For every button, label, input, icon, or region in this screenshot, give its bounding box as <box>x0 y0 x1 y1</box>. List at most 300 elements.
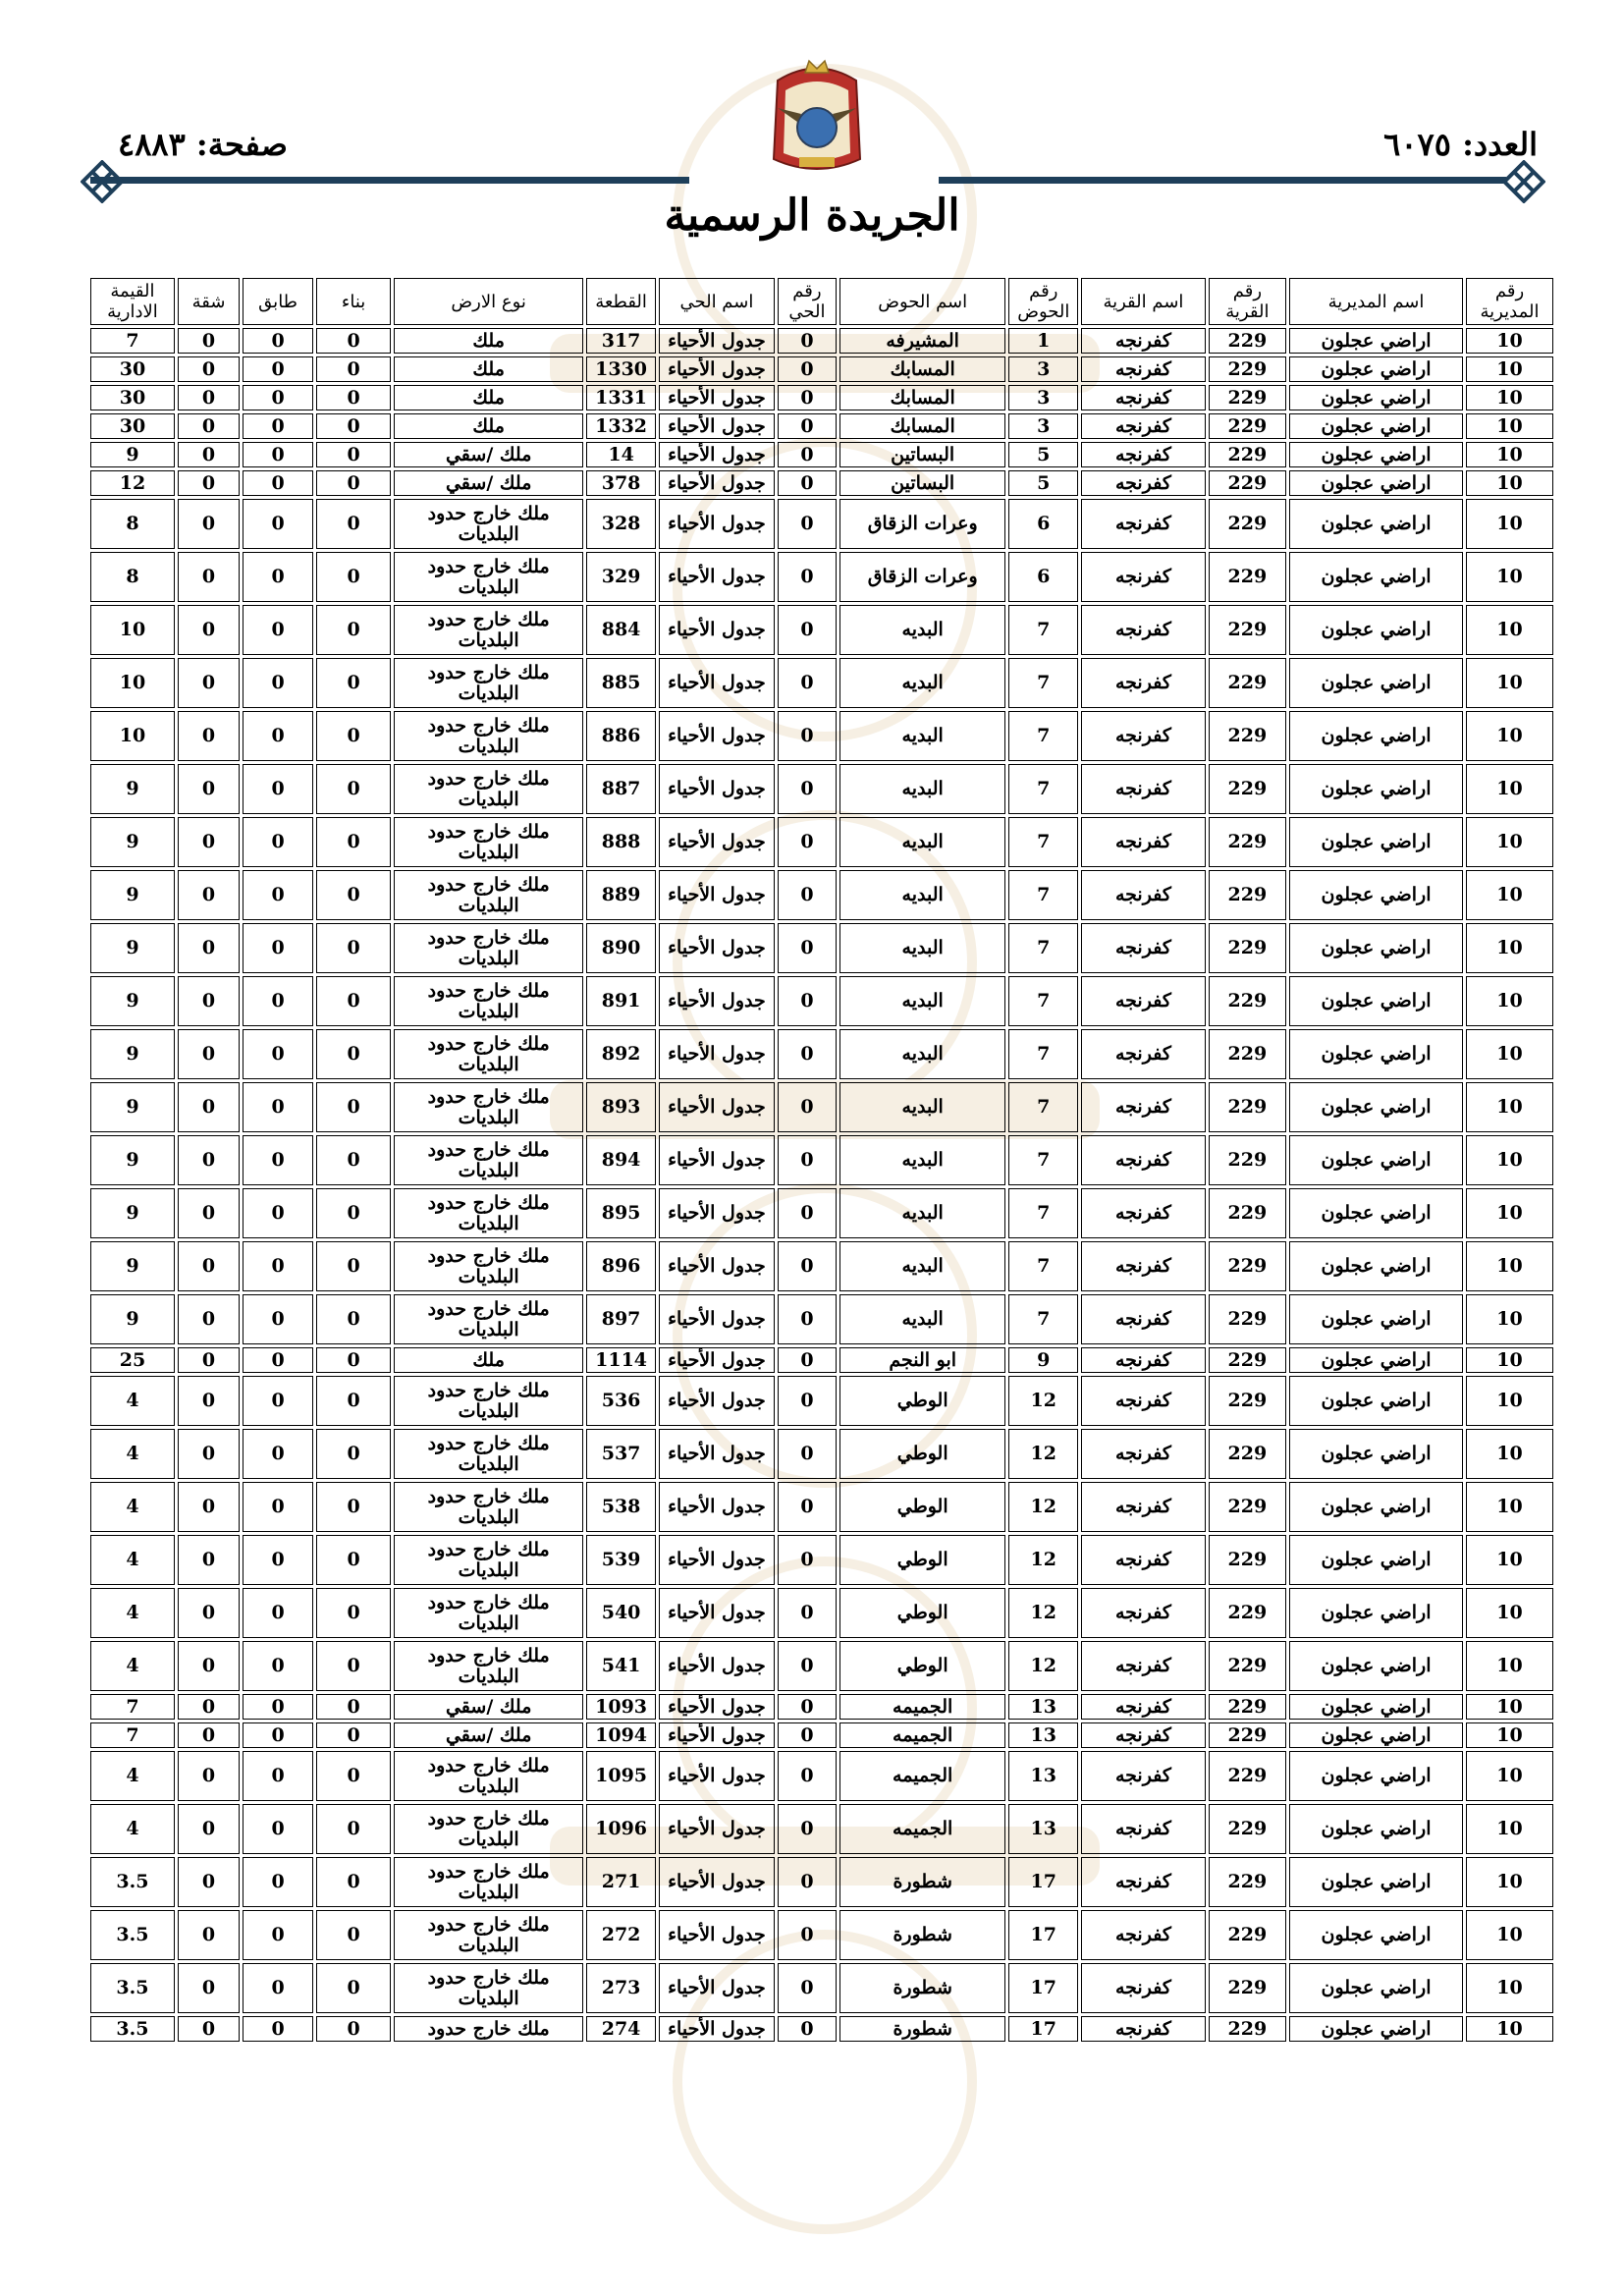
cell-quarter-name: جدول الأحياء <box>659 385 775 410</box>
cell-building: 0 <box>316 923 391 973</box>
cell-building: 0 <box>316 711 391 761</box>
cell-directorate-number: 10 <box>1466 470 1553 496</box>
cell-directorate-number: 10 <box>1466 1135 1553 1185</box>
cell-basin-number: 7 <box>1008 976 1078 1026</box>
cell-parcel-number: 888 <box>586 817 656 867</box>
cell-parcel-number: 1093 <box>586 1694 656 1720</box>
cell-village-number: 229 <box>1209 1963 1286 2013</box>
header-basin-number: رقم الحوض <box>1008 278 1078 325</box>
table-row <box>90 1082 1553 1132</box>
cell-administrative-value: 4 <box>90 1804 175 1854</box>
cell-basin-number: 7 <box>1008 1188 1078 1238</box>
cell-village-number: 229 <box>1209 1347 1286 1373</box>
cell-administrative-value: 9 <box>90 923 175 973</box>
cell-village-number: 229 <box>1209 923 1286 973</box>
cell-floor: 0 <box>243 1188 313 1238</box>
cell-building: 0 <box>316 442 391 467</box>
table-row <box>90 1241 1553 1291</box>
cell-village-name: كفرنجه <box>1081 1188 1206 1238</box>
cell-quarter-number: 0 <box>778 1963 837 2013</box>
table-header-row <box>90 278 1553 325</box>
cell-directorate-name: اراضي عجلون <box>1289 1804 1463 1854</box>
cell-land-type: ملك خارج حدود <box>394 2016 583 2042</box>
cell-directorate-number: 10 <box>1466 1082 1553 1132</box>
land-values-table <box>87 275 1556 2045</box>
cell-administrative-value: 4 <box>90 1429 175 1479</box>
cell-village-number: 229 <box>1209 658 1286 708</box>
cell-quarter-name: جدول الأحياء <box>659 356 775 382</box>
cell-parcel-number: 884 <box>586 605 656 655</box>
cell-quarter-number: 0 <box>778 1641 837 1691</box>
cell-quarter-name: جدول الأحياء <box>659 1804 775 1854</box>
cell-basin-name: البديه <box>839 817 1005 867</box>
cell-land-type: ملك /سقي <box>394 470 583 496</box>
cell-quarter-name: جدول الأحياء <box>659 1241 775 1291</box>
cell-parcel-number: 1114 <box>586 1347 656 1373</box>
cell-basin-name: الوطي <box>839 1376 1005 1426</box>
cell-basin-number: 7 <box>1008 1135 1078 1185</box>
cell-quarter-number: 0 <box>778 817 837 867</box>
cell-quarter-number: 0 <box>778 2016 837 2042</box>
cell-building: 0 <box>316 1241 391 1291</box>
cell-apartment: 0 <box>178 1135 240 1185</box>
cell-directorate-number: 10 <box>1466 658 1553 708</box>
cell-directorate-number: 10 <box>1466 870 1553 920</box>
cell-village-name: كفرنجه <box>1081 328 1206 354</box>
cell-basin-name: الوطي <box>839 1482 1005 1532</box>
cell-basin-number: 7 <box>1008 1082 1078 1132</box>
cell-parcel-number: 540 <box>586 1588 656 1638</box>
cell-village-number: 229 <box>1209 817 1286 867</box>
cell-administrative-value: 9 <box>90 1188 175 1238</box>
cell-village-number: 229 <box>1209 1429 1286 1479</box>
cell-village-name: كفرنجه <box>1081 1082 1206 1132</box>
cell-land-type: ملك خارج حدود البلديات <box>394 1241 583 1291</box>
cell-basin-number: 17 <box>1008 1857 1078 1907</box>
cell-building: 0 <box>316 605 391 655</box>
cell-quarter-number: 0 <box>778 923 837 973</box>
cell-apartment: 0 <box>178 976 240 1026</box>
cell-parcel-number: 378 <box>586 470 656 496</box>
cell-village-number: 229 <box>1209 764 1286 814</box>
cell-basin-number: 13 <box>1008 1722 1078 1748</box>
cell-building: 0 <box>316 658 391 708</box>
cell-building: 0 <box>316 976 391 1026</box>
cell-quarter-number: 0 <box>778 356 837 382</box>
cell-village-number: 229 <box>1209 552 1286 602</box>
cell-administrative-value: 10 <box>90 711 175 761</box>
cell-basin-name: المسابك <box>839 356 1005 382</box>
cell-basin-name: البديه <box>839 1294 1005 1344</box>
table-row <box>90 1376 1553 1426</box>
cell-floor: 0 <box>243 1376 313 1426</box>
cell-basin-number: 7 <box>1008 1029 1078 1079</box>
cell-basin-name: الوطي <box>839 1429 1005 1479</box>
table-row <box>90 1188 1553 1238</box>
cell-floor: 0 <box>243 658 313 708</box>
cell-directorate-number: 10 <box>1466 499 1553 549</box>
cell-basin-number: 13 <box>1008 1694 1078 1720</box>
cell-basin-name: البديه <box>839 923 1005 973</box>
cell-building: 0 <box>316 1029 391 1079</box>
table-row <box>90 442 1553 467</box>
cell-apartment: 0 <box>178 1910 240 1960</box>
cell-basin-name: وعرات الزقاق <box>839 499 1005 549</box>
cell-village-number: 229 <box>1209 1294 1286 1344</box>
table-row <box>90 552 1553 602</box>
cell-administrative-value: 9 <box>90 1135 175 1185</box>
table-row <box>90 385 1553 410</box>
cell-parcel-number: 1331 <box>586 385 656 410</box>
cell-basin-name: البساتين <box>839 470 1005 496</box>
cell-basin-name: شطورة <box>839 1963 1005 2013</box>
cell-village-name: كفرنجه <box>1081 817 1206 867</box>
cell-apartment: 0 <box>178 817 240 867</box>
cell-building: 0 <box>316 1535 391 1585</box>
cell-building: 0 <box>316 328 391 354</box>
cell-village-number: 229 <box>1209 605 1286 655</box>
cell-village-name: كفرنجه <box>1081 470 1206 496</box>
cell-quarter-number: 0 <box>778 1804 837 1854</box>
cell-parcel-number: 539 <box>586 1535 656 1585</box>
table-row <box>90 870 1553 920</box>
cell-quarter-name: جدول الأحياء <box>659 1135 775 1185</box>
cell-village-number: 229 <box>1209 413 1286 439</box>
cell-directorate-name: اراضي عجلون <box>1289 1588 1463 1638</box>
cell-directorate-number: 10 <box>1466 1804 1553 1854</box>
table-body <box>90 328 1553 2042</box>
cell-apartment: 0 <box>178 413 240 439</box>
cell-basin-number: 5 <box>1008 442 1078 467</box>
cell-parcel-number: 894 <box>586 1135 656 1185</box>
cell-land-type: ملك خارج حدود البلديات <box>394 1641 583 1691</box>
cell-village-name: كفرنجه <box>1081 356 1206 382</box>
cell-basin-number: 9 <box>1008 1347 1078 1373</box>
cell-land-type: ملك خارج حدود البلديات <box>394 1963 583 2013</box>
cell-apartment: 0 <box>178 356 240 382</box>
cell-basin-name: الوطي <box>839 1588 1005 1638</box>
cell-quarter-number: 0 <box>778 1029 837 1079</box>
cell-parcel-number: 893 <box>586 1082 656 1132</box>
cell-parcel-number: 897 <box>586 1294 656 1344</box>
cell-directorate-number: 10 <box>1466 1963 1553 2013</box>
header-village-number: رقم القرية <box>1209 278 1286 325</box>
cell-quarter-name: جدول الأحياء <box>659 1188 775 1238</box>
cell-administrative-value: 9 <box>90 764 175 814</box>
cell-quarter-name: جدول الأحياء <box>659 1347 775 1373</box>
cell-floor: 0 <box>243 1347 313 1373</box>
cell-basin-name: البديه <box>839 1029 1005 1079</box>
cell-apartment: 0 <box>178 1641 240 1691</box>
cell-quarter-number: 0 <box>778 764 837 814</box>
table-row <box>90 817 1553 867</box>
cell-directorate-name: اراضي عجلون <box>1289 1241 1463 1291</box>
coat-of-arms-icon <box>758 51 876 189</box>
cell-parcel-number: 889 <box>586 870 656 920</box>
cell-administrative-value: 9 <box>90 442 175 467</box>
cell-land-type: ملك خارج حدود البلديات <box>394 1910 583 1960</box>
cell-administrative-value: 8 <box>90 499 175 549</box>
cell-quarter-name: جدول الأحياء <box>659 1294 775 1344</box>
cell-directorate-number: 10 <box>1466 764 1553 814</box>
cell-apartment: 0 <box>178 1429 240 1479</box>
cell-basin-name: البديه <box>839 1135 1005 1185</box>
cell-basin-name: البديه <box>839 976 1005 1026</box>
table-row <box>90 1347 1553 1373</box>
cell-directorate-name: اراضي عجلون <box>1289 1029 1463 1079</box>
cell-basin-number: 12 <box>1008 1482 1078 1532</box>
header-directorate-number: رقم المديرية <box>1466 278 1553 325</box>
cell-land-type: ملك خارج حدود البلديات <box>394 1135 583 1185</box>
cell-directorate-number: 10 <box>1466 976 1553 1026</box>
cell-quarter-number: 0 <box>778 1376 837 1426</box>
cell-apartment: 0 <box>178 1722 240 1748</box>
cell-village-number: 229 <box>1209 328 1286 354</box>
cell-directorate-number: 10 <box>1466 356 1553 382</box>
cell-village-name: كفرنجه <box>1081 442 1206 467</box>
cell-apartment: 0 <box>178 605 240 655</box>
cell-directorate-number: 10 <box>1466 552 1553 602</box>
cell-building: 0 <box>316 1188 391 1238</box>
cell-village-number: 229 <box>1209 1188 1286 1238</box>
cell-quarter-number: 0 <box>778 385 837 410</box>
cell-basin-name: الجميمه <box>839 1722 1005 1748</box>
cell-quarter-number: 0 <box>778 1429 837 1479</box>
cell-parcel-number: 886 <box>586 711 656 761</box>
cell-basin-number: 7 <box>1008 1241 1078 1291</box>
cell-floor: 0 <box>243 764 313 814</box>
cell-apartment: 0 <box>178 499 240 549</box>
cell-directorate-name: اراضي عجلون <box>1289 385 1463 410</box>
cell-directorate-number: 10 <box>1466 817 1553 867</box>
table-row <box>90 2016 1553 2042</box>
cell-apartment: 0 <box>178 1294 240 1344</box>
header-parcel-number: القطعة <box>586 278 656 325</box>
cell-basin-name: شطورة <box>839 2016 1005 2042</box>
cell-directorate-number: 10 <box>1466 2016 1553 2042</box>
cell-administrative-value: 9 <box>90 1241 175 1291</box>
cell-quarter-number: 0 <box>778 1722 837 1748</box>
cell-basin-number: 12 <box>1008 1535 1078 1585</box>
cell-quarter-number: 0 <box>778 1188 837 1238</box>
cell-apartment: 0 <box>178 552 240 602</box>
cell-directorate-number: 10 <box>1466 385 1553 410</box>
cell-administrative-value: 8 <box>90 552 175 602</box>
table-row <box>90 1694 1553 1720</box>
table-row <box>90 1482 1553 1532</box>
cell-administrative-value: 9 <box>90 1029 175 1079</box>
cell-quarter-number: 0 <box>778 711 837 761</box>
cell-basin-name: البديه <box>839 658 1005 708</box>
cell-quarter-name: جدول الأحياء <box>659 470 775 496</box>
cell-quarter-number: 0 <box>778 1588 837 1638</box>
cell-directorate-number: 10 <box>1466 1029 1553 1079</box>
header-building: بناء <box>316 278 391 325</box>
cell-quarter-name: جدول الأحياء <box>659 870 775 920</box>
cell-administrative-value: 3.5 <box>90 1910 175 1960</box>
cell-building: 0 <box>316 1376 391 1426</box>
header-floor: طابق <box>243 278 313 325</box>
cell-directorate-name: اراضي عجلون <box>1289 923 1463 973</box>
cell-village-name: كفرنجه <box>1081 413 1206 439</box>
cell-apartment: 0 <box>178 2016 240 2042</box>
cell-land-type: ملك /سقي <box>394 1722 583 1748</box>
cell-directorate-name: اراضي عجلون <box>1289 1347 1463 1373</box>
cell-apartment: 0 <box>178 1751 240 1801</box>
cell-administrative-value: 30 <box>90 356 175 382</box>
cell-quarter-name: جدول الأحياء <box>659 817 775 867</box>
cell-floor: 0 <box>243 470 313 496</box>
cell-basin-name: الوطي <box>839 1641 1005 1691</box>
cell-village-name: كفرنجه <box>1081 1694 1206 1720</box>
cell-basin-number: 1 <box>1008 328 1078 354</box>
cell-quarter-name: جدول الأحياء <box>659 1588 775 1638</box>
cell-directorate-name: اراضي عجلون <box>1289 1751 1463 1801</box>
cell-land-type: ملك خارج حدود البلديات <box>394 1294 583 1344</box>
cell-village-number: 229 <box>1209 976 1286 1026</box>
cell-directorate-number: 10 <box>1466 1429 1553 1479</box>
cell-basin-number: 7 <box>1008 1294 1078 1344</box>
cell-village-name: كفرنجه <box>1081 1482 1206 1532</box>
cell-basin-name: البساتين <box>839 442 1005 467</box>
cell-quarter-number: 0 <box>778 1482 837 1532</box>
cell-quarter-number: 0 <box>778 870 837 920</box>
cell-floor: 0 <box>243 1641 313 1691</box>
cell-floor: 0 <box>243 2016 313 2042</box>
table-row <box>90 356 1553 382</box>
cell-building: 0 <box>316 499 391 549</box>
cell-administrative-value: 30 <box>90 413 175 439</box>
cell-parcel-number: 536 <box>586 1376 656 1426</box>
cell-parcel-number: 892 <box>586 1029 656 1079</box>
cell-quarter-name: جدول الأحياء <box>659 1910 775 1960</box>
cell-basin-name: البديه <box>839 711 1005 761</box>
table-row <box>90 1641 1553 1691</box>
cell-administrative-value: 10 <box>90 658 175 708</box>
cell-apartment: 0 <box>178 1963 240 2013</box>
cell-village-name: كفرنجه <box>1081 1963 1206 2013</box>
header-apartment: شقة <box>178 278 240 325</box>
cell-apartment: 0 <box>178 764 240 814</box>
cell-village-name: كفرنجه <box>1081 658 1206 708</box>
cell-village-number: 229 <box>1209 1135 1286 1185</box>
table-row <box>90 1588 1553 1638</box>
cell-floor: 0 <box>243 817 313 867</box>
header-quarter-number: رقم الحي <box>778 278 837 325</box>
cell-parcel-number: 1094 <box>586 1722 656 1748</box>
cell-quarter-name: جدول الأحياء <box>659 2016 775 2042</box>
cell-basin-number: 6 <box>1008 499 1078 549</box>
cell-directorate-name: اراضي عجلون <box>1289 1694 1463 1720</box>
header-directorate-name: اسم المديرية <box>1289 278 1463 325</box>
cell-village-name: كفرنجه <box>1081 552 1206 602</box>
cell-land-type: ملك خارج حدود البلديات <box>394 552 583 602</box>
cell-administrative-value: 7 <box>90 1722 175 1748</box>
cell-directorate-name: اراضي عجلون <box>1289 442 1463 467</box>
cell-village-number: 229 <box>1209 1641 1286 1691</box>
cell-land-type: ملك خارج حدود البلديات <box>394 1588 583 1638</box>
cell-directorate-name: اراضي عجلون <box>1289 499 1463 549</box>
cell-quarter-name: جدول الأحياء <box>659 1082 775 1132</box>
cell-land-type: ملك <box>394 413 583 439</box>
cell-building: 0 <box>316 817 391 867</box>
cell-floor: 0 <box>243 1804 313 1854</box>
cell-building: 0 <box>316 1694 391 1720</box>
cell-directorate-name: اراضي عجلون <box>1289 711 1463 761</box>
cell-directorate-name: اراضي عجلون <box>1289 1188 1463 1238</box>
cell-quarter-number: 0 <box>778 1135 837 1185</box>
cell-village-number: 229 <box>1209 442 1286 467</box>
cell-apartment: 0 <box>178 1535 240 1585</box>
cell-building: 0 <box>316 764 391 814</box>
cell-apartment: 0 <box>178 1588 240 1638</box>
cell-parcel-number: 272 <box>586 1910 656 1960</box>
cell-village-number: 229 <box>1209 1029 1286 1079</box>
cell-floor: 0 <box>243 552 313 602</box>
cell-floor: 0 <box>243 1722 313 1748</box>
cell-basin-number: 7 <box>1008 764 1078 814</box>
cell-quarter-name: جدول الأحياء <box>659 1482 775 1532</box>
cell-village-name: كفرنجه <box>1081 2016 1206 2042</box>
cell-village-name: كفرنجه <box>1081 1910 1206 1960</box>
cell-basin-name: المسابك <box>839 385 1005 410</box>
cell-quarter-name: جدول الأحياء <box>659 1963 775 2013</box>
cell-quarter-name: جدول الأحياء <box>659 1535 775 1585</box>
cell-directorate-name: اراضي عجلون <box>1289 1376 1463 1426</box>
cell-directorate-name: اراضي عجلون <box>1289 2016 1463 2042</box>
cell-village-number: 229 <box>1209 470 1286 496</box>
cell-parcel-number: 896 <box>586 1241 656 1291</box>
cell-building: 0 <box>316 1751 391 1801</box>
cell-quarter-number: 0 <box>778 552 837 602</box>
header-administrative-value: القيمة الادارية <box>90 278 175 325</box>
cell-basin-number: 5 <box>1008 470 1078 496</box>
cell-land-type: ملك خارج حدود البلديات <box>394 1376 583 1426</box>
cell-building: 0 <box>316 1641 391 1691</box>
cell-land-type: ملك <box>394 328 583 354</box>
cell-building: 0 <box>316 2016 391 2042</box>
cell-administrative-value: 7 <box>90 328 175 354</box>
cell-floor: 0 <box>243 385 313 410</box>
cell-building: 0 <box>316 1082 391 1132</box>
cell-parcel-number: 890 <box>586 923 656 973</box>
cell-directorate-name: اراضي عجلون <box>1289 1963 1463 2013</box>
cell-building: 0 <box>316 1347 391 1373</box>
cell-village-name: كفرنجه <box>1081 499 1206 549</box>
cell-directorate-name: اراضي عجلون <box>1289 1641 1463 1691</box>
cell-directorate-number: 10 <box>1466 1857 1553 1907</box>
cell-building: 0 <box>316 1429 391 1479</box>
cell-administrative-value: 9 <box>90 976 175 1026</box>
cell-village-number: 229 <box>1209 1376 1286 1426</box>
cell-quarter-name: جدول الأحياء <box>659 1751 775 1801</box>
cell-floor: 0 <box>243 870 313 920</box>
cell-floor: 0 <box>243 605 313 655</box>
cell-apartment: 0 <box>178 711 240 761</box>
cell-directorate-name: اراضي عجلون <box>1289 1910 1463 1960</box>
cell-basin-name: الوطي <box>839 1535 1005 1585</box>
cell-parcel-number: 271 <box>586 1857 656 1907</box>
cell-village-number: 229 <box>1209 1588 1286 1638</box>
header-quarter-name: اسم الحي <box>659 278 775 325</box>
cell-land-type: ملك خارج حدود البلديات <box>394 1857 583 1907</box>
cell-building: 0 <box>316 552 391 602</box>
cell-apartment: 0 <box>178 1804 240 1854</box>
cell-directorate-name: اراضي عجلون <box>1289 1135 1463 1185</box>
cell-quarter-name: جدول الأحياء <box>659 1857 775 1907</box>
cell-directorate-number: 10 <box>1466 1535 1553 1585</box>
cell-basin-name: المسابك <box>839 413 1005 439</box>
